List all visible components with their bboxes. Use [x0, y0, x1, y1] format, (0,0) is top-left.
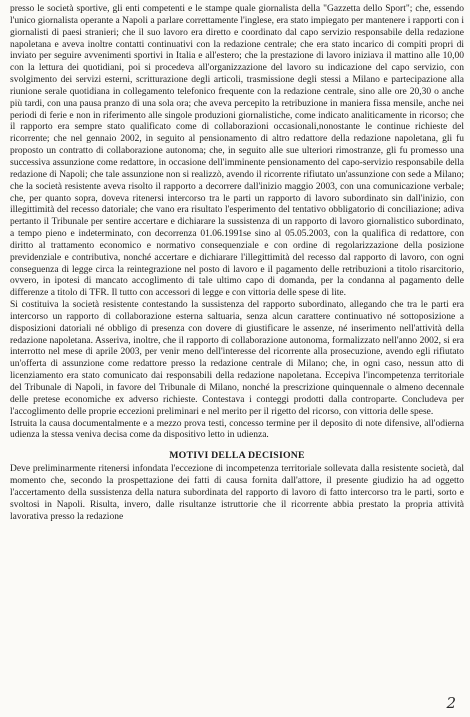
- body-paragraph-2: Si costituiva la società resistente contestando la sussistenza del rapporto subordinato, allegando che tra le parti era intercorso un rapporto di collaborazione esterna saltuaria, senza alcun carattere continuativo né sottoposizione a disposizioni datoriali né obbligo di presenza con dovere di giustificare le assenze, né inserimento nell'attività della redazione napoletana. Asseriva, inoltre, che il rapporto di collaborazione autonoma, formalizzato nell'anno 2002, si era interrotto nel mese di aprile 2003, per venir meno dell'interesse del ricorrente alla prosecuzione, avendo egli rifiutato un'offerta di assunzione come redattore presso la redazione centrale di Milano; che, in ogni caso, nessun atto di licenziamento era stato comunicato dai responsabili della redazione napoletana. Eccepiva l'incompetenza territoriale del Tribunale di Napoli, in favore del Tribunale di Milano, nonché la prescrizione quinquennale o almeno decennale delle pretese economiche ex adverso richieste. Contestava i conteggi prodotti dalla controparte. Concludeva per l'accoglimento delle proprie eccezioni preliminari e nel merito per il rigetto del ricorso, con vittoria delle spese.: [10, 300, 464, 417]
- body-paragraph-3: Istruita la causa documentalmente e a mezzo prova testi, concesso termine per il deposito di note difensive, all'odierna udienza la stessa veniva decisa come da dispositivo letto in udienza.: [10, 418, 464, 441]
- section-heading: MOTIVI DELLA DECISIONE: [169, 450, 305, 462]
- body-paragraph-1: presso le società sportive, gli enti competenti e le stampe quale giornalista della "Gazzetta dello Sport"; che, essendo l'unico giornalista operante a Napoli a parlare correttamente l'inglese, era stato impiegato per mantenere i rapporti con i giornalisti di paesi stranieri; che il suo lavoro era diretto e coordinato dal capo servizio responsabile della redazione napoletana e aveva inoltre contatti continuativi con la redazione centrale; che era stato incarico di compiti propri di inviato per seguire avvenimenti sportivi in Italia e all'estero; che la prestazione di lavoro iniziava il mattino alle 10,00 con la lettura dei quotidiani, poi si procedeva all'organizzazione del lavoro su indicazione del capo servizio, con svolgimento dei servizi esterni, scritturazione degli articoli, trasmissione degli stessi a Milano e partecipazione alla riunione serale quotidiana in collegamento telefonico frequente con la redazione centrale, sino alle ore 20,30 o anche più tardi, con una pausa pranzo di una sola ora; che aveva percepito la retribuzione in maniera fissa mensile, anche nei periodi di ferie e non in riferimento alle singole produzioni giornalistiche, come indicato analiticamente in ricorso; che il rapporto era sempre stato qualificato come di collaborazioni occasionali,nonostante le continue richieste del ricorrente; che nel gennaio 2002, in seguito al pensionamento di altro redattore della redazione napoletana, gli fu proposto un contratto di collaborazione autonoma; che, in seguito alle sue ulteriori rimostranze, gli fu promesso una successiva assunzione come redattore, in occasione dell'imminente pensionamento del capo-servizio responsabile della redazione di Napoli; che tale assunzione non si realizzò, avendo il ricorrente rifiutato un'assunzione con sede a Milano; che la società resistente aveva risolto il rapporto a decorrere dall'inizio maggio 2003, con una comunicazione verbale; che, per quanto sopra, doveva ritenersi intercorso tra le parti un rapporto di lavoro subordinato sin dall'inizio, con illegittimità del recesso datoriale; che vano era risultato l'esperimento del tentativo obbligatorio di conciliazione; adiva pertanto il Tribunale per sentire accertare e dichiarare la sussistenza di un rapporto di lavoro giornalistico subordinato, a tempo pieno e indeterminato, con decorrenza 01.06.1991se sino al 05.05.2003, con la qualifica di redattore, con diritto al trattamento economico e normativo consequenziale e con ordine di regolarizzazione della posizione previdenziale e contributiva, nonché accertare e dichiarare l'illegittimità del recesso dal rapporto di lavoro, con ogni conseguenza di legge circa la reintegrazione nel posto di lavoro e il pagamento delle retribuzioni a titolo risarcitorio, ovvero, in ipotesi di mancato accoglimento di tale ultimo capo di domanda, per la condanna al pagamento delle differenze a titolo di TFR. Il tutto con accessori di legge e con vittoria delle spese di lite.: [10, 4, 464, 299]
- body-paragraph-4: Deve preliminarmente ritenersi infondata l'eccezione di incompetenza territoriale sollevata dalla resistente società, dal momento che, secondo la prospettazione dei fatti di causa fornita dall'attore, il presente giudizio ha ad oggetto l'accertamento della sussistenza della natura subordinata del rapporto di lavoro di fatto intercorso tra le parti, sorto e svoltosi in Napoli. Risulta, invero, dalle risultanze istruttorie che il ricorrente abbia prestato la propria attività lavorativa presso la redazione: [10, 464, 464, 522]
- page-number: 2: [446, 694, 456, 712]
